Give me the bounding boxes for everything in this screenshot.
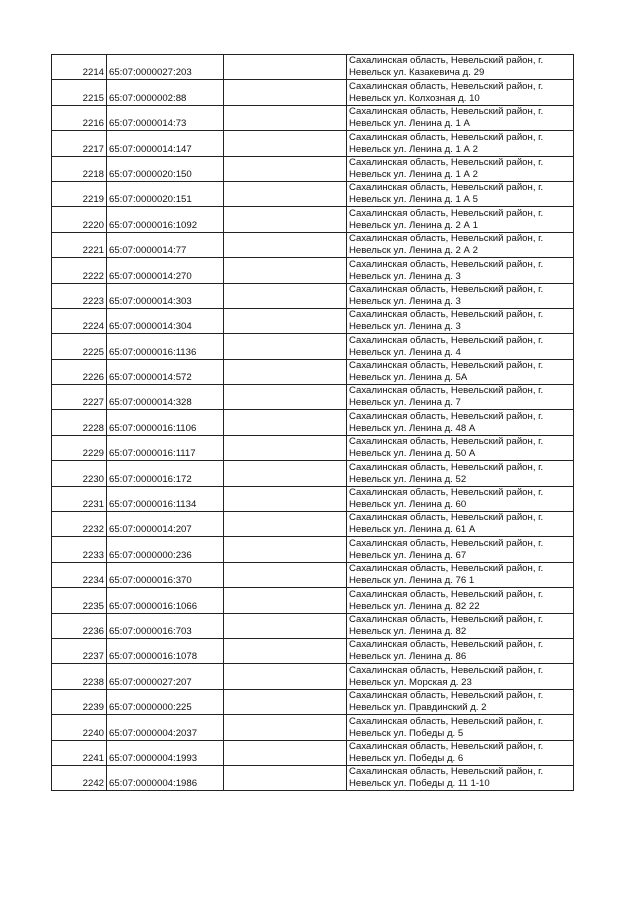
address-line-region: Сахалинская область, Невельский район, г. (349, 233, 544, 245)
address-line-street: Невельск ул. Ленина д. 76 1 (349, 575, 475, 587)
address-line-street: Невельск ул. Ленина д. 50 А (349, 448, 476, 460)
address-line-street: Невельск ул. Ленина д. 1 А 5 (349, 194, 478, 206)
empty-cell (224, 207, 347, 232)
empty-cell (224, 638, 347, 663)
empty-cell (224, 461, 347, 486)
address-line-region: Сахалинская область, Невельский район, г. (349, 80, 544, 92)
address-line-region: Сахалинская область, Невельский район, г. (349, 588, 544, 600)
table-row (52, 131, 574, 156)
address-line-street: Невельск ул. Ленина д. 1 А 2 (349, 143, 478, 155)
address-line-region: Сахалинская область, Невельский район, г. (349, 715, 544, 727)
address-cell (347, 613, 574, 638)
table-row (52, 258, 574, 283)
cadastral-number-cell: 65:07:0000016:1078 (107, 638, 224, 663)
empty-cell (224, 715, 347, 740)
address-line-street: Невельск ул. Ленина д. 60 (349, 499, 467, 511)
cadastral-number-cell: 65:07:0000014:572 (107, 359, 224, 384)
row-number-cell: 2242 (52, 765, 107, 790)
empty-cell (224, 334, 347, 359)
row-number-cell: 2231 (52, 486, 107, 511)
row-number-cell: 2227 (52, 385, 107, 410)
address-cell (347, 385, 574, 410)
table-row (52, 512, 574, 537)
address-line-region: Сахалинская область, Невельский район, г. (349, 410, 544, 422)
table-row (52, 461, 574, 486)
row-number-cell: 2215 (52, 80, 107, 105)
table-row (52, 435, 574, 460)
address-cell (347, 232, 574, 257)
row-number-cell: 2235 (52, 588, 107, 613)
address-line-region: Сахалинская область, Невельский район, г. (349, 766, 544, 778)
row-number-cell: 2224 (52, 308, 107, 333)
row-number-cell: 2219 (52, 181, 107, 206)
cadastral-number-cell: 65:07:0000016:370 (107, 562, 224, 587)
row-number-cell: 2239 (52, 689, 107, 714)
address-line-region: Сахалинская область, Невельский район, г. (349, 664, 544, 676)
cadastral-number-cell: 65:07:0000016:1134 (107, 486, 224, 511)
address-cell (347, 359, 574, 384)
row-number-cell: 2218 (52, 156, 107, 181)
row-number-cell: 2217 (52, 131, 107, 156)
address-line-street: Невельск ул. Ленина д. 7 (349, 397, 461, 409)
address-line-street: Невельск ул. Ленина д. 2 А 2 (349, 245, 478, 257)
cadastral-number-cell: 65:07:0000016:1136 (107, 334, 224, 359)
address-line-street: Невельск ул. Ленина д. 4 (349, 346, 461, 358)
empty-cell (224, 512, 347, 537)
empty-cell (224, 562, 347, 587)
empty-cell (224, 435, 347, 460)
table-row (52, 664, 574, 689)
address-line-street: Невельск ул. Ленина д. 3 (349, 295, 461, 307)
address-line-street: Невельск ул. Ленина д. 52 (349, 473, 467, 485)
empty-cell (224, 181, 347, 206)
address-line-street: Невельск ул. Ленина д. 82 (349, 625, 467, 637)
row-number-cell: 2230 (52, 461, 107, 486)
cadastral-number-cell: 65:07:0000000:236 (107, 537, 224, 562)
table-row (52, 740, 574, 765)
address-line-street: Невельск ул. Казакевича д. 29 (349, 67, 485, 79)
cadastral-number-cell: 65:07:0000014:328 (107, 385, 224, 410)
empty-cell (224, 385, 347, 410)
cadastral-number-cell: 65:07:0000016:1117 (107, 435, 224, 460)
cadastral-number-cell: 65:07:0000014:73 (107, 105, 224, 130)
address-line-street: Невельск ул. Ленина д. 3 (349, 270, 461, 282)
table-row (52, 156, 574, 181)
row-number-cell: 2228 (52, 410, 107, 435)
address-cell (347, 181, 574, 206)
empty-cell (224, 537, 347, 562)
address-cell (347, 334, 574, 359)
address-cell (347, 105, 574, 130)
row-number-cell: 2233 (52, 537, 107, 562)
property-table (51, 54, 574, 791)
address-cell (347, 80, 574, 105)
cadastral-number-cell: 65:07:0000004:1986 (107, 765, 224, 790)
address-cell (347, 55, 574, 80)
address-line-street: Невельск ул. Ленина д. 48 А (349, 422, 476, 434)
row-number-cell: 2222 (52, 258, 107, 283)
cadastral-number-cell: 65:07:0000004:2037 (107, 715, 224, 740)
address-cell (347, 588, 574, 613)
address-cell (347, 410, 574, 435)
row-number-cell: 2214 (52, 55, 107, 80)
address-line-region: Сахалинская область, Невельский район, г. (349, 360, 544, 372)
address-cell (347, 461, 574, 486)
table-row (52, 486, 574, 511)
cadastral-number-cell: 65:07:0000014:303 (107, 283, 224, 308)
cadastral-number-cell: 65:07:0000020:150 (107, 156, 224, 181)
address-line-region: Сахалинская область, Невельский район, г. (349, 690, 544, 702)
table-row (52, 537, 574, 562)
row-number-cell: 2229 (52, 435, 107, 460)
cadastral-number-cell: 65:07:0000016:703 (107, 613, 224, 638)
address-cell (347, 258, 574, 283)
address-line-region: Сахалинская область, Невельский район, г. (349, 512, 544, 524)
row-number-cell: 2232 (52, 512, 107, 537)
address-cell (347, 638, 574, 663)
address-line-region: Сахалинская область, Невельский район, г. (349, 461, 544, 473)
table-row (52, 308, 574, 333)
address-line-street: Невельск ул. Ленина д. 82 22 (349, 600, 480, 612)
address-cell (347, 765, 574, 790)
address-line-street: Невельск ул. Ленина д. 1 А (349, 118, 470, 130)
cadastral-number-cell: 65:07:0000016:1092 (107, 207, 224, 232)
address-line-region: Сахалинская область, Невельский район, г. (349, 106, 544, 118)
address-line-street: Невельск ул. Колхозная д. 10 (349, 92, 480, 104)
address-cell (347, 740, 574, 765)
address-cell (347, 156, 574, 181)
cadastral-number-cell: 65:07:0000000:225 (107, 689, 224, 714)
cadastral-number-cell: 65:07:0000016:1066 (107, 588, 224, 613)
cadastral-number-cell: 65:07:0000016:1106 (107, 410, 224, 435)
address-line-region: Сахалинская область, Невельский район, г. (349, 207, 544, 219)
address-line-region: Сахалинская область, Невельский район, г. (349, 182, 544, 194)
address-cell (347, 207, 574, 232)
row-number-cell: 2237 (52, 638, 107, 663)
table-row (52, 715, 574, 740)
property-table-body (52, 55, 574, 791)
table-row (52, 385, 574, 410)
empty-cell (224, 308, 347, 333)
table-row (52, 638, 574, 663)
row-number-cell: 2240 (52, 715, 107, 740)
empty-cell (224, 740, 347, 765)
address-cell (347, 512, 574, 537)
empty-cell (224, 359, 347, 384)
address-line-region: Сахалинская область, Невельский район, г. (349, 487, 544, 499)
cadastral-number-cell: 65:07:0000014:270 (107, 258, 224, 283)
cadastral-number-cell: 65:07:0000002:88 (107, 80, 224, 105)
address-line-region: Сахалинская область, Невельский район, г. (349, 563, 544, 575)
address-line-street: Невельск ул. Победы д. 11 1-10 (349, 778, 490, 790)
table-row (52, 334, 574, 359)
address-line-region: Сахалинская область, Невельский район, г. (349, 436, 544, 448)
table-row (52, 689, 574, 714)
address-line-region: Сахалинская область, Невельский район, г. (349, 55, 544, 67)
table-row (52, 232, 574, 257)
address-line-street: Невельск ул. Правдинский д. 2 (349, 702, 487, 714)
table-row (52, 105, 574, 130)
cadastral-number-cell: 65:07:0000014:77 (107, 232, 224, 257)
empty-cell (224, 410, 347, 435)
table-row (52, 283, 574, 308)
address-cell (347, 308, 574, 333)
table-row (52, 562, 574, 587)
empty-cell (224, 55, 347, 80)
address-line-street: Невельск ул. Победы д. 5 (349, 727, 464, 739)
row-number-cell: 2226 (52, 359, 107, 384)
address-cell (347, 486, 574, 511)
cadastral-number-cell: 65:07:0000014:147 (107, 131, 224, 156)
row-number-cell: 2236 (52, 613, 107, 638)
address-line-region: Сахалинская область, Невельский район, г. (349, 131, 544, 143)
address-line-region: Сахалинская область, Невельский район, г. (349, 639, 544, 651)
address-cell (347, 664, 574, 689)
empty-cell (224, 232, 347, 257)
empty-cell (224, 588, 347, 613)
table-row (52, 359, 574, 384)
address-line-region: Сахалинская область, Невельский район, г. (349, 740, 544, 752)
table-row (52, 181, 574, 206)
address-line-region: Сахалинская область, Невельский район, г. (349, 537, 544, 549)
address-line-region: Сахалинская область, Невельский район, г. (349, 258, 544, 270)
row-number-cell: 2225 (52, 334, 107, 359)
empty-cell (224, 613, 347, 638)
address-cell (347, 537, 574, 562)
address-line-region: Сахалинская область, Невельский район, г. (349, 156, 544, 168)
empty-cell (224, 258, 347, 283)
address-cell (347, 131, 574, 156)
cadastral-number-cell: 65:07:0000014:207 (107, 512, 224, 537)
table-row (52, 55, 574, 80)
row-number-cell: 2220 (52, 207, 107, 232)
cadastral-number-cell: 65:07:0000020:151 (107, 181, 224, 206)
table-row (52, 207, 574, 232)
table-row (52, 410, 574, 435)
table-row (52, 588, 574, 613)
address-cell (347, 715, 574, 740)
table-row (52, 613, 574, 638)
address-line-region: Сахалинская область, Невельский район, г. (349, 309, 544, 321)
cadastral-number-cell: 65:07:0000027:203 (107, 55, 224, 80)
empty-cell (224, 131, 347, 156)
empty-cell (224, 664, 347, 689)
row-number-cell: 2216 (52, 105, 107, 130)
address-line-region: Сахалинская область, Невельский район, г. (349, 283, 544, 295)
address-line-street: Невельск ул. Морская д. 23 (349, 676, 472, 688)
address-cell (347, 562, 574, 587)
empty-cell (224, 765, 347, 790)
address-line-region: Сахалинская область, Невельский район, г. (349, 385, 544, 397)
address-line-region: Сахалинская область, Невельский район, г. (349, 334, 544, 346)
address-line-region: Сахалинская область, Невельский район, г. (349, 613, 544, 625)
address-line-street: Невельск ул. Ленина д. 1 А 2 (349, 168, 478, 180)
empty-cell (224, 689, 347, 714)
address-line-street: Невельск ул. Ленина д. 67 (349, 549, 467, 561)
address-line-street: Невельск ул. Ленина д. 3 (349, 321, 461, 333)
address-cell (347, 689, 574, 714)
empty-cell (224, 283, 347, 308)
table-row (52, 765, 574, 790)
address-cell (347, 283, 574, 308)
cadastral-number-cell: 65:07:0000027:207 (107, 664, 224, 689)
address-cell (347, 435, 574, 460)
empty-cell (224, 80, 347, 105)
address-line-street: Невельск ул. Ленина д. 2 А 1 (349, 219, 478, 231)
address-line-street: Невельск ул. Победы д. 6 (349, 752, 464, 764)
row-number-cell: 2234 (52, 562, 107, 587)
empty-cell (224, 105, 347, 130)
row-number-cell: 2223 (52, 283, 107, 308)
cadastral-number-cell: 65:07:0000014:304 (107, 308, 224, 333)
cadastral-number-cell: 65:07:0000004:1993 (107, 740, 224, 765)
address-line-street: Невельск ул. Ленина д. 86 (349, 651, 467, 663)
row-number-cell: 2221 (52, 232, 107, 257)
empty-cell (224, 486, 347, 511)
address-line-street: Невельск ул. Ленина д. 5А (349, 372, 468, 384)
address-line-street: Невельск ул. Ленина д. 61 А (349, 524, 476, 536)
row-number-cell: 2238 (52, 664, 107, 689)
row-number-cell: 2241 (52, 740, 107, 765)
cadastral-number-cell: 65:07:0000016:172 (107, 461, 224, 486)
empty-cell (224, 156, 347, 181)
table-row (52, 80, 574, 105)
